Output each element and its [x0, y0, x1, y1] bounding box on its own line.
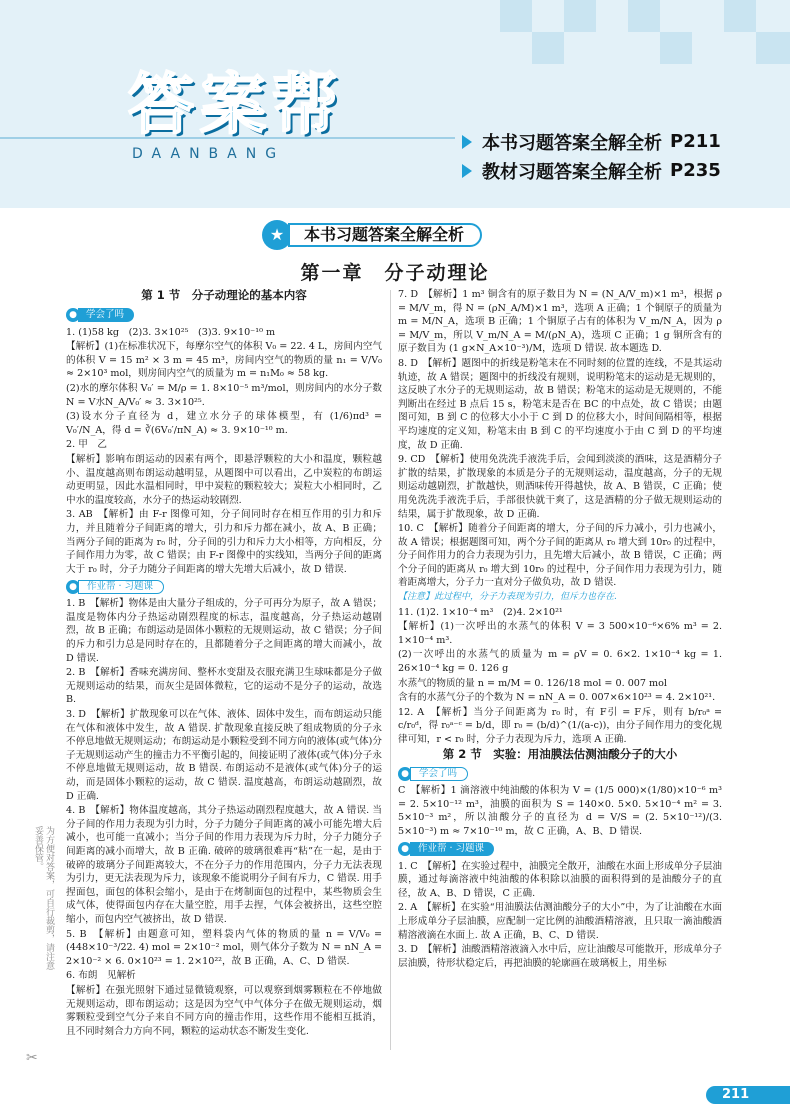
- answer-text: (2)水的摩尔体积 V₀′ = M/ρ = 1. 8×10⁻⁵ m³/mol，则房间内的水分子数 N = V水N_A/V₀′ ≈ 3. 3×10²⁵.: [66, 382, 382, 408]
- tag-learn: [398, 766, 468, 781]
- toc-page: P235: [670, 160, 721, 181]
- tag-label: 作业帮 · 习题课: [410, 842, 494, 856]
- answer-text: 【解析】(1)在标准状况下，每摩尔空气的体积 V₀ = 22. 4 L，房间内空气的体积 V = 15 m² × 3 m = 45 m³，房间内空气的物质的量 n₁ = V/V₀ ≈ 2×10³ mol，则房间内空气的质量为 m = n₁M₀ ≈ 58 kg.: [66, 341, 382, 380]
- answer-text: 1. C 【解析】在实验过程中，油膜完全散开，油酸在水面上形成单分子层油膜，通过每滴溶液中纯油酸的体积除以油膜的面积得到的是油酸分子的直径，故 A、B、D 错误，C 正确.: [398, 860, 722, 899]
- lightbulb-icon: ★: [262, 220, 292, 250]
- section-title-text: 本书习题答案全解全析: [288, 223, 482, 247]
- column-divider: [390, 290, 391, 1050]
- triangle-icon: [462, 135, 472, 149]
- side-note: 为方便对答案，可自行裁剪，请注意妥善保管。: [33, 826, 54, 970]
- lightbulb-icon: ●: [66, 308, 80, 322]
- right-column: [398, 288, 722, 971]
- lightbulb-icon: ●: [66, 580, 80, 594]
- tag-label: 学会了吗: [78, 308, 134, 322]
- tag-homework: [398, 842, 494, 857]
- grid-decoration: [460, 0, 790, 64]
- answer-text: (3)设水分子直径为 d，建立水分子的球体模型，有 (1/6)πd³ = V₀′/N_A，得 d = ∛(6V₀′/πN_A) ≈ 3. 9×10⁻¹⁰ m.: [66, 411, 382, 436]
- toc-item-book-answers[interactable]: [462, 127, 721, 156]
- answer-text: 2. A 【解析】在实验“用油膜法估测油酸分子的大小”中，为了让油酸在水面上形成单分子层油膜，应配制一定比例的油酸酒精溶液，且只取一滴油酸酒精溶液滴在水面上. 故 A 正确，B、C、D 错误.: [398, 902, 722, 941]
- answer-text: (2)一次呼出的水蒸气的质量为 m = ρV = 0. 6×2. 1×10⁻⁴ kg = 1. 26×10⁻⁴ kg = 0. 126 g: [398, 649, 722, 675]
- toc-label: 本书习题答案全解全析: [482, 132, 662, 154]
- tag-label: 学会了吗: [410, 767, 468, 781]
- toc-item-textbook-answers[interactable]: [462, 156, 721, 185]
- tag-label: 作业帮 · 习题课: [78, 580, 164, 594]
- answer-text: 5. B 【解析】由题意可知，塑料袋内气体的物质的量 n = V/V₀ = (448×10⁻³/22. 4) mol = 2×10⁻² mol，则气体分子数为 N = nN_A = 2×10⁻² × 6. 0×10²³ = 1. 2×10²²，故 B 正确，A、C、D 错误.: [66, 928, 382, 967]
- answer-text: 2. B 【解析】香味充满房间、整杯水变甜及衣服充满卫生球味都是分子做无规则运动的结果，而灰尘是固体微粒，它的运动不是分子的运动，故选 B.: [66, 667, 382, 706]
- answer-text: 3. AB 【解析】由 F-r 图像可知，分子间同时存在相互作用的引力和斥力，并且随着分子间距离的增大，引力和斥力都在减小，故 A、B 正确；当两分子间的距离为 r₀ 时，分子间的引力和斥力大小相等，方向相反，分子间作用力为零，故 C 错误；由 F-r 图像中的实线知，当两分子间的距离大于 r₀ 时，分子力随分子间距离的增大先增大后减小，故 D 错误.: [66, 509, 382, 575]
- answer-text: 7. D 【解析】1 m³ 铜含有的原子数目为 N = (N_A/V_m)×1 m³，根据 ρ = M/V_m，得 N = (ρN_A/M)×1 m³，选项 A 正确；1 个铜原子的质量为 m = M/N_A，选项 B 正确；1 个铜原子占有的体积为 V_m/N_A，因为 ρ = M/V_m，所以 V_m/N_A = M/(ρN_A)，选项 C 正确；1 g 铜所含有的原子数目为 (1 g×N_A×10⁻³)/M，选项 D 错误. 故本题选 D.: [398, 289, 722, 355]
- left-column: [66, 288, 382, 1039]
- toc-label: 教材习题答案全解全析: [482, 161, 662, 183]
- section-heading: 第 1 节 分子动理论的基本内容: [141, 288, 307, 302]
- logo: [128, 64, 350, 146]
- scissors-icon: ✂: [26, 1050, 38, 1066]
- answer-text: 4. B 【解析】物体温度越高，其分子热运动剧烈程度越大，故 A 错误. 当分子间的作用力表现为引力时，分子力随分子间距离的减小可能先增大后减小，也可能一直减小；当分子间的作用力表现为斥力时，分子力随分子间距离的减小而增大，故 B 正确. 破碎的玻璃很难再“粘”在一起，是由于破碎的玻璃分子间距离较大，不在分子力的作用范围内，分子力无法表现为引力，更无法表现为斥力，该现象不能说明分子间有斥力，C 错误. 用手捏面包，面包的体积会缩小，是由于在烤制面包的过程中，某些物质会生成气体，使得面包内存在大量空腔，用手去捏，气体会被挤出，这些空腔缩小，而包内空气被挤出，故 D 错误.: [66, 805, 382, 925]
- answer-text: 9. CD 【解析】使用免洗洗手液洗手后，会闻到淡淡的酒味，这是酒精分子扩散的结果，扩散现象的本质是分子的无规则运动，温度越高，分子的无规则运动越剧烈，扩散越快，则酒味传开得越快，故 A、B 错误，C 正确；使用免洗洗手液洗手后，手部很快就干爽了，这是酒精的分子做无规则运动的结果，属于扩散现象，故 D 正确.: [398, 454, 722, 520]
- lightbulb-icon: ●: [398, 842, 412, 856]
- answer-text: 1. B 【解析】物体是由大量分子组成的，分子可再分为原子，故 A 错误；温度是物体内分子热运动剧烈程度的标志，温度越高，分子热运动越剧烈，故 B 正确；布朗运动是固体小颗粒的无规则运动，故 C 错误；分子间的斥力和引力总是同时存在的，且都随着分子之间距离的增大而减小，故 D 错误.: [66, 598, 382, 664]
- answer-text: 11. (1)2. 1×10⁻⁴ m³ (2)4. 2×10²¹: [398, 606, 563, 618]
- logo-text: 答案帮: [128, 66, 344, 143]
- logo-subtitle: DAANBANG: [132, 146, 286, 162]
- section-heading: 第 2 节 实验：用油膜法估测油酸分子的大小: [442, 746, 678, 761]
- tag-homework: [66, 579, 164, 594]
- answer-text: 3. D 【解析】扩散现象可以在气体、液体、固体中发生，而布朗运动只能在气体和液体中发生，故 A 错误. 扩散现象直接反映了组成物质的分子永不停息地做无规则运动；布朗运动是小颗粒受到不同方向的液体(或气体)分子无规则运动产生的撞击力不平衡引起的，间接证明了液体(或气体)分子永不停息地做无规则运动，故 B 错误. 布朗运动不是液体(或气体)分子的运动，而是固体小颗粒的运动，故 C 错误. 温度越高，布朗运动越剧烈，故 D 正确.: [66, 709, 382, 802]
- page-number: 211: [722, 1087, 750, 1102]
- lightbulb-icon: ●: [398, 767, 412, 781]
- answer-text: 【解析】(1)一次呼出的水蒸气的体积 V = 3 500×10⁻⁶×6% m³ = 2. 1×10⁻⁴ m³.: [398, 621, 722, 646]
- answer-text: 水蒸气的物质的量 n = m/M = 0. 126/18 mol = 0. 007 mol: [398, 677, 667, 689]
- triangle-icon: [462, 164, 472, 178]
- section-title: [262, 220, 524, 250]
- answer-text: 含有的水蒸气分子的个数为 N = nN_A = 0. 007×6×10²³ = 4. 2×10²¹.: [398, 692, 716, 704]
- answer-text: 10. C 【解析】随着分子间距离的增大，分子间的斥力减小，引力也减小，故 A 错误；根据题图可知，两个分子间的距离从 r₀ 增大到 10r₀ 的过程中，分子间作用力的合力表现为引力，且先增大后减小，故 B 错误，C 正确；两个分子间的距离从 r₀ 增大到 10r₀ 的过程中，分子间作用力表现为引力，随着距离增大，分子力一直对分子做负功，故 D 错误.: [398, 523, 722, 589]
- answer-text: 2. 甲 乙: [66, 439, 107, 451]
- answer-text: 12. A 【解析】当分子间距离为 r₀ 时，有 F引 = F斥，则有 b/r₀ᵃ = c/r₀ᵈ，得 r₀ᵃ⁻ᶜ = b/d，即 r₀ = (b/d)^(1/(a-c))，由分子间作用力的变化规律可知，r < r₀ 时，分子力表现为斥力，选项 A 正确.: [398, 706, 722, 745]
- chapter-title: 第一章 分子动理论: [300, 262, 490, 284]
- answer-text: C 【解析】1 滴溶液中纯油酸的体积为 V = (1/5 000)×(1/80)×10⁻⁶ m³ = 2. 5×10⁻¹² m³，油膜的面积为 S = 140×0. 5×0. 5×10⁻⁴ m² = 3. 5×10⁻³ m²，所以油酸分子的直径为 d = V/S = (2. 5×10⁻¹²)/(3. 5×10⁻³) m ≈ 7×10⁻¹⁰ m，故 C 正确，A、B、D 错误.: [398, 785, 722, 837]
- answer-text: 【解析】影响布朗运动的因素有两个，即悬浮颗粒的大小和温度，颗粒越小、温度越高则布朗运动越明显，从题图中可以看出，乙中炭粒的布朗运动更明显，因此水温相同时，甲中炭粒的颗粒较大；炭粒大小相同时，乙中水的温度较高，水分子的热运动较剧烈.: [66, 453, 382, 506]
- note-text: 【注意】此过程中，分子力表现为引力，但斥力也存在.: [398, 592, 617, 603]
- answer-text: 【解析】在强光照射下通过显微镜观察，可以观察到烟雾颗粒在不停地做无规则运动，即布朗运动；这是因为空气中气体分子在做无规则运动，烟雾颗粒受到空气分子来自不同方向的撞击作用，这些作用不能相互抵消，且不同时刻合力方向不同，颗粒的运动状态不断发生变化.: [66, 984, 382, 1037]
- answer-text: 3. D 【解析】油酸酒精溶液滴入水中后，应让油酸尽可能散开，形成单分子层油膜，待形状稳定后，再把油膜的轮廓画在玻璃板上，用坐标: [398, 944, 722, 969]
- answer-text: 6. 布朗 见解析: [66, 970, 136, 982]
- answer-text: 1. (1)58 kg (2)3. 3×10²⁵ (3)3. 9×10⁻¹⁰ m: [66, 326, 276, 338]
- table-of-contents: [462, 127, 721, 185]
- toc-page: P211: [670, 131, 721, 152]
- answer-text: 8. D 【解析】题图中的折线是粉笔末在不同时刻的位置的连线，不是其运动轨迹，故 A 错误；题图中的折线没有规则，说明粉笔末的运动是无规则的，这反映了水分子的无规则运动，故 B 错误；粉笔末的运动是无规则的，不能判断出在经过 B 点后 15 s，粉笔末是否在 BC 的中点处，故 C 错误；由题图可知，B 到 C 的位移大小小于 C 到 D 的位移大小，时间间隔相等，根据平均速度的定义知，粉笔末由 B 到 C 的平均速度小于由 C 到 D 的平均速度，故 D 正确.: [398, 357, 722, 451]
- tag-learn: [66, 308, 134, 323]
